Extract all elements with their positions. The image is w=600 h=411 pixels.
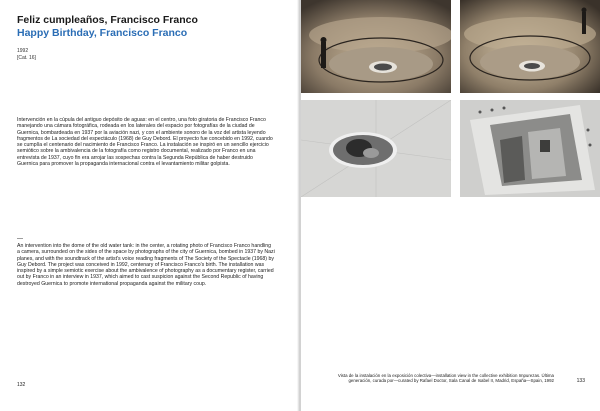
language-divider: — [17, 236, 23, 242]
left-page [0, 0, 299, 411]
installation-photo-3 [301, 100, 451, 197]
right-page [301, 0, 600, 411]
description-spanish: Intervención en la cúpula del antiguo depósito de aguas: en el centro, una foto giratoria de Francisco Franco manejando una cámara fotográfica, rodeada en los laterales del espacio por fotografías de la ciudad de Guernica, bombardeada en 1937 por la aviación nazi, y con el ambiente sonoro de la voz del artista leyendo fragmentos de La sociedad del espectáculo (1968) de Guy Debord. El proyecto fue concebido en 1992, cuando se cumplía el centenario del nacimiento de Francisco Franco. La instalación se inspiró en un sencillo ejercicio semiótico sobre la ambivalencia de la fotografía como registro documental, realizado por Franco en una entrevista de 1937, cuyo fin era arrojar las sospechas contra la Segunda República de haber destruido Guernica para promover la propaganda internacional contra el levantamiento militar golpista. [17, 117, 273, 167]
artwork-title-es: Feliz cumpleaños, Francisco Franco [17, 14, 198, 26]
installation-photo-1 [301, 0, 451, 93]
installation-photo-4 [460, 100, 600, 197]
artwork-title-en: Happy Birthday, Francisco Franco [17, 27, 188, 39]
description-english: An intervention into the dome of the old water tank: in the center, a rotating photo of Francisco Franco handling a camera, surrounded on the sides of the space by photographs of the city of Guernica, bombed in 1937 by Nazi planes, and with the soundtrack of the artist's voice reading fragments of The Society of the Spectacle (1968) by Guy Debord. The project was conceived in 1992, centenary of Francisco Franco's birth. The installation was inspired by a simple semiotic exercise about the ambivalence of photography as a documentary register, carried out by Franco in an interview in 1937, which aimed to cast suspicion against the Second Republic of having destroyed Guernica to promote international propaganda against the military coup. [17, 243, 275, 287]
photo-caption: Vista de la instalación en la exposición colectiva—installation view in the collective exhibition Impurezas. Última generación, curada por—curated by Rafael Doctor, Sala Canal de Isabel II, Madrid, España—Spain, 1992 [337, 373, 554, 384]
page-number-left: 132 [17, 382, 26, 388]
catalogue-reference: [Cat. 16] [17, 55, 36, 61]
installation-photo-2 [460, 0, 600, 93]
page-number-right: 133 [576, 378, 585, 384]
artwork-year: 1992 [17, 48, 29, 54]
